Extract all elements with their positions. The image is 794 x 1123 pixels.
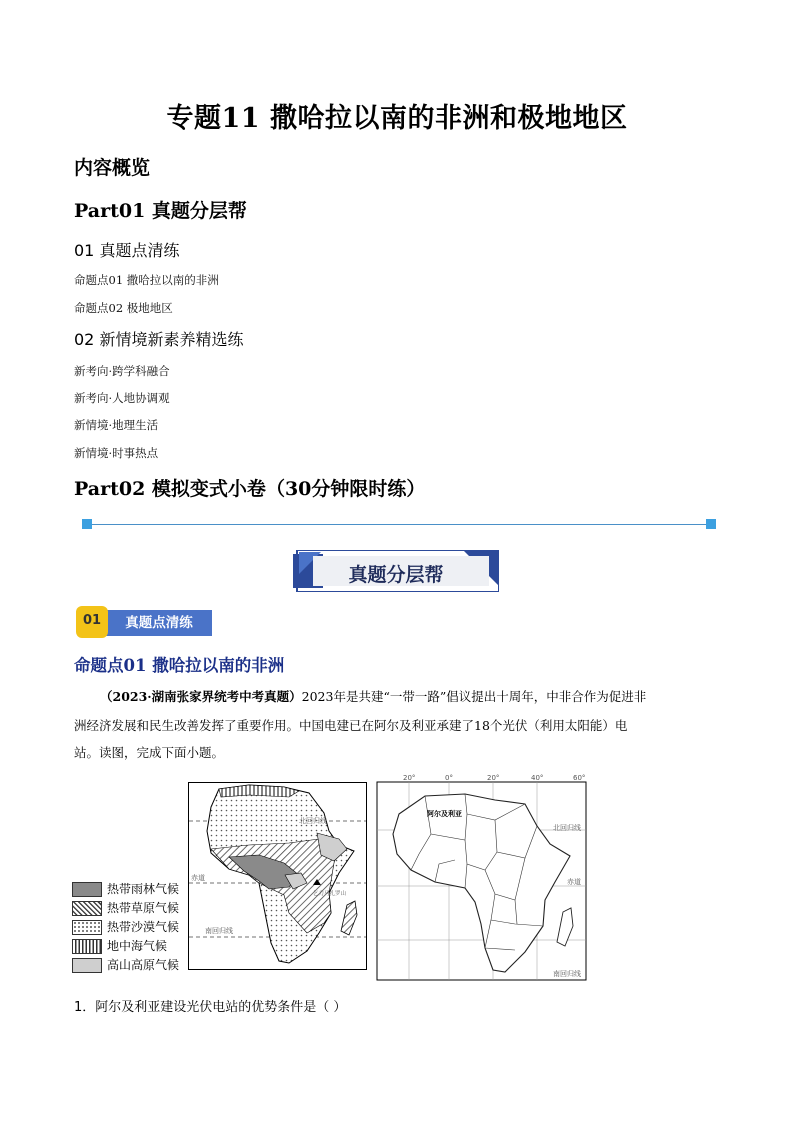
paragraph-line	[74, 682, 724, 711]
lon-label: 40°	[531, 774, 544, 782]
map-label: 北回归线	[299, 817, 327, 825]
map-legend	[72, 880, 190, 975]
part02-title: Part02 模拟变式小卷	[74, 478, 266, 500]
legend-swatch	[72, 920, 102, 935]
map-label: 赤道	[191, 874, 205, 882]
map-label: 南回归线	[205, 927, 233, 935]
legend-swatch	[72, 882, 102, 897]
list-item: 新考向·人地协调观	[74, 391, 170, 405]
part02-note: （30分钟限时练）	[265, 478, 426, 500]
overview-heading: 内容概览	[74, 157, 151, 179]
tag-number: 01	[76, 606, 108, 638]
lon-label: 0°	[445, 774, 453, 782]
country-label: 阿尔及利亚	[427, 810, 462, 818]
section-divider	[88, 524, 710, 525]
tag-label: 真题点清练	[106, 610, 212, 636]
question-source: （2023·湖南张家界统考中考真题）	[100, 689, 302, 704]
legend-swatch	[72, 958, 102, 973]
map-label: 赤道	[567, 878, 581, 886]
part02-heading	[74, 474, 425, 501]
legend-swatch	[72, 939, 102, 954]
legend-entry	[72, 880, 190, 899]
section-label: 01 真题点清练	[74, 241, 180, 260]
section-banner	[293, 550, 499, 592]
divider-dot-left	[82, 519, 92, 529]
lon-label: 20°	[403, 774, 416, 782]
legend-swatch	[72, 901, 102, 916]
question-text: 1．阿尔及利亚建设光伏电站的优势条件是（ ）	[74, 1000, 347, 1015]
paragraph-line: 站。读图，完成下面小题。	[74, 745, 225, 760]
legend-entry	[72, 956, 190, 975]
legend-label: 热带雨林气候	[107, 882, 180, 896]
legend-label: 地中海气候	[107, 939, 168, 953]
lon-label: 20°	[487, 774, 500, 782]
list-item: 命题点01 撒哈拉以南的非洲	[74, 273, 219, 287]
map-label: 北回归线	[553, 824, 581, 832]
lon-label: 60°	[573, 774, 586, 782]
page-title: 专题11 撒哈拉以南的非洲和极地地区	[166, 103, 628, 134]
legend-entry	[72, 918, 190, 937]
list-item: 新情境·地理生活	[74, 418, 159, 432]
africa-political-map	[375, 774, 588, 982]
legend-entry	[72, 899, 190, 918]
legend-label: 热带草原气候	[107, 901, 180, 915]
section-label: 02 新情境新素养精选练	[74, 330, 244, 349]
banner-text: 真题分层帮	[348, 564, 444, 586]
legend-label: 热带沙漠气候	[107, 920, 180, 934]
legend-label: 高山高原气候	[107, 958, 180, 972]
topic-heading: 命题点01 撒哈拉以南的非洲	[74, 656, 285, 675]
list-item: 新考向·跨学科融合	[74, 364, 170, 378]
part01-heading: Part01 真题分层帮	[74, 200, 247, 222]
list-item: 命题点02 极地地区	[74, 301, 173, 315]
paragraph-text: 2023年是共建“一带一路”倡议提出十周年，中非合作为促进非	[301, 689, 647, 704]
divider-dot-right	[706, 519, 716, 529]
legend-entry	[72, 937, 190, 956]
map-label: 乞力马扎罗山	[313, 891, 347, 897]
paragraph-line: 洲经济发展和民生改善发挥了重要作用。中国电建已在阿尔及利亚承建了18个光伏（利用太阳能）电	[74, 718, 628, 733]
map-label: 南回归线	[553, 970, 581, 978]
africa-climate-map	[188, 782, 367, 970]
list-item: 新情境·时事热点	[74, 446, 159, 460]
